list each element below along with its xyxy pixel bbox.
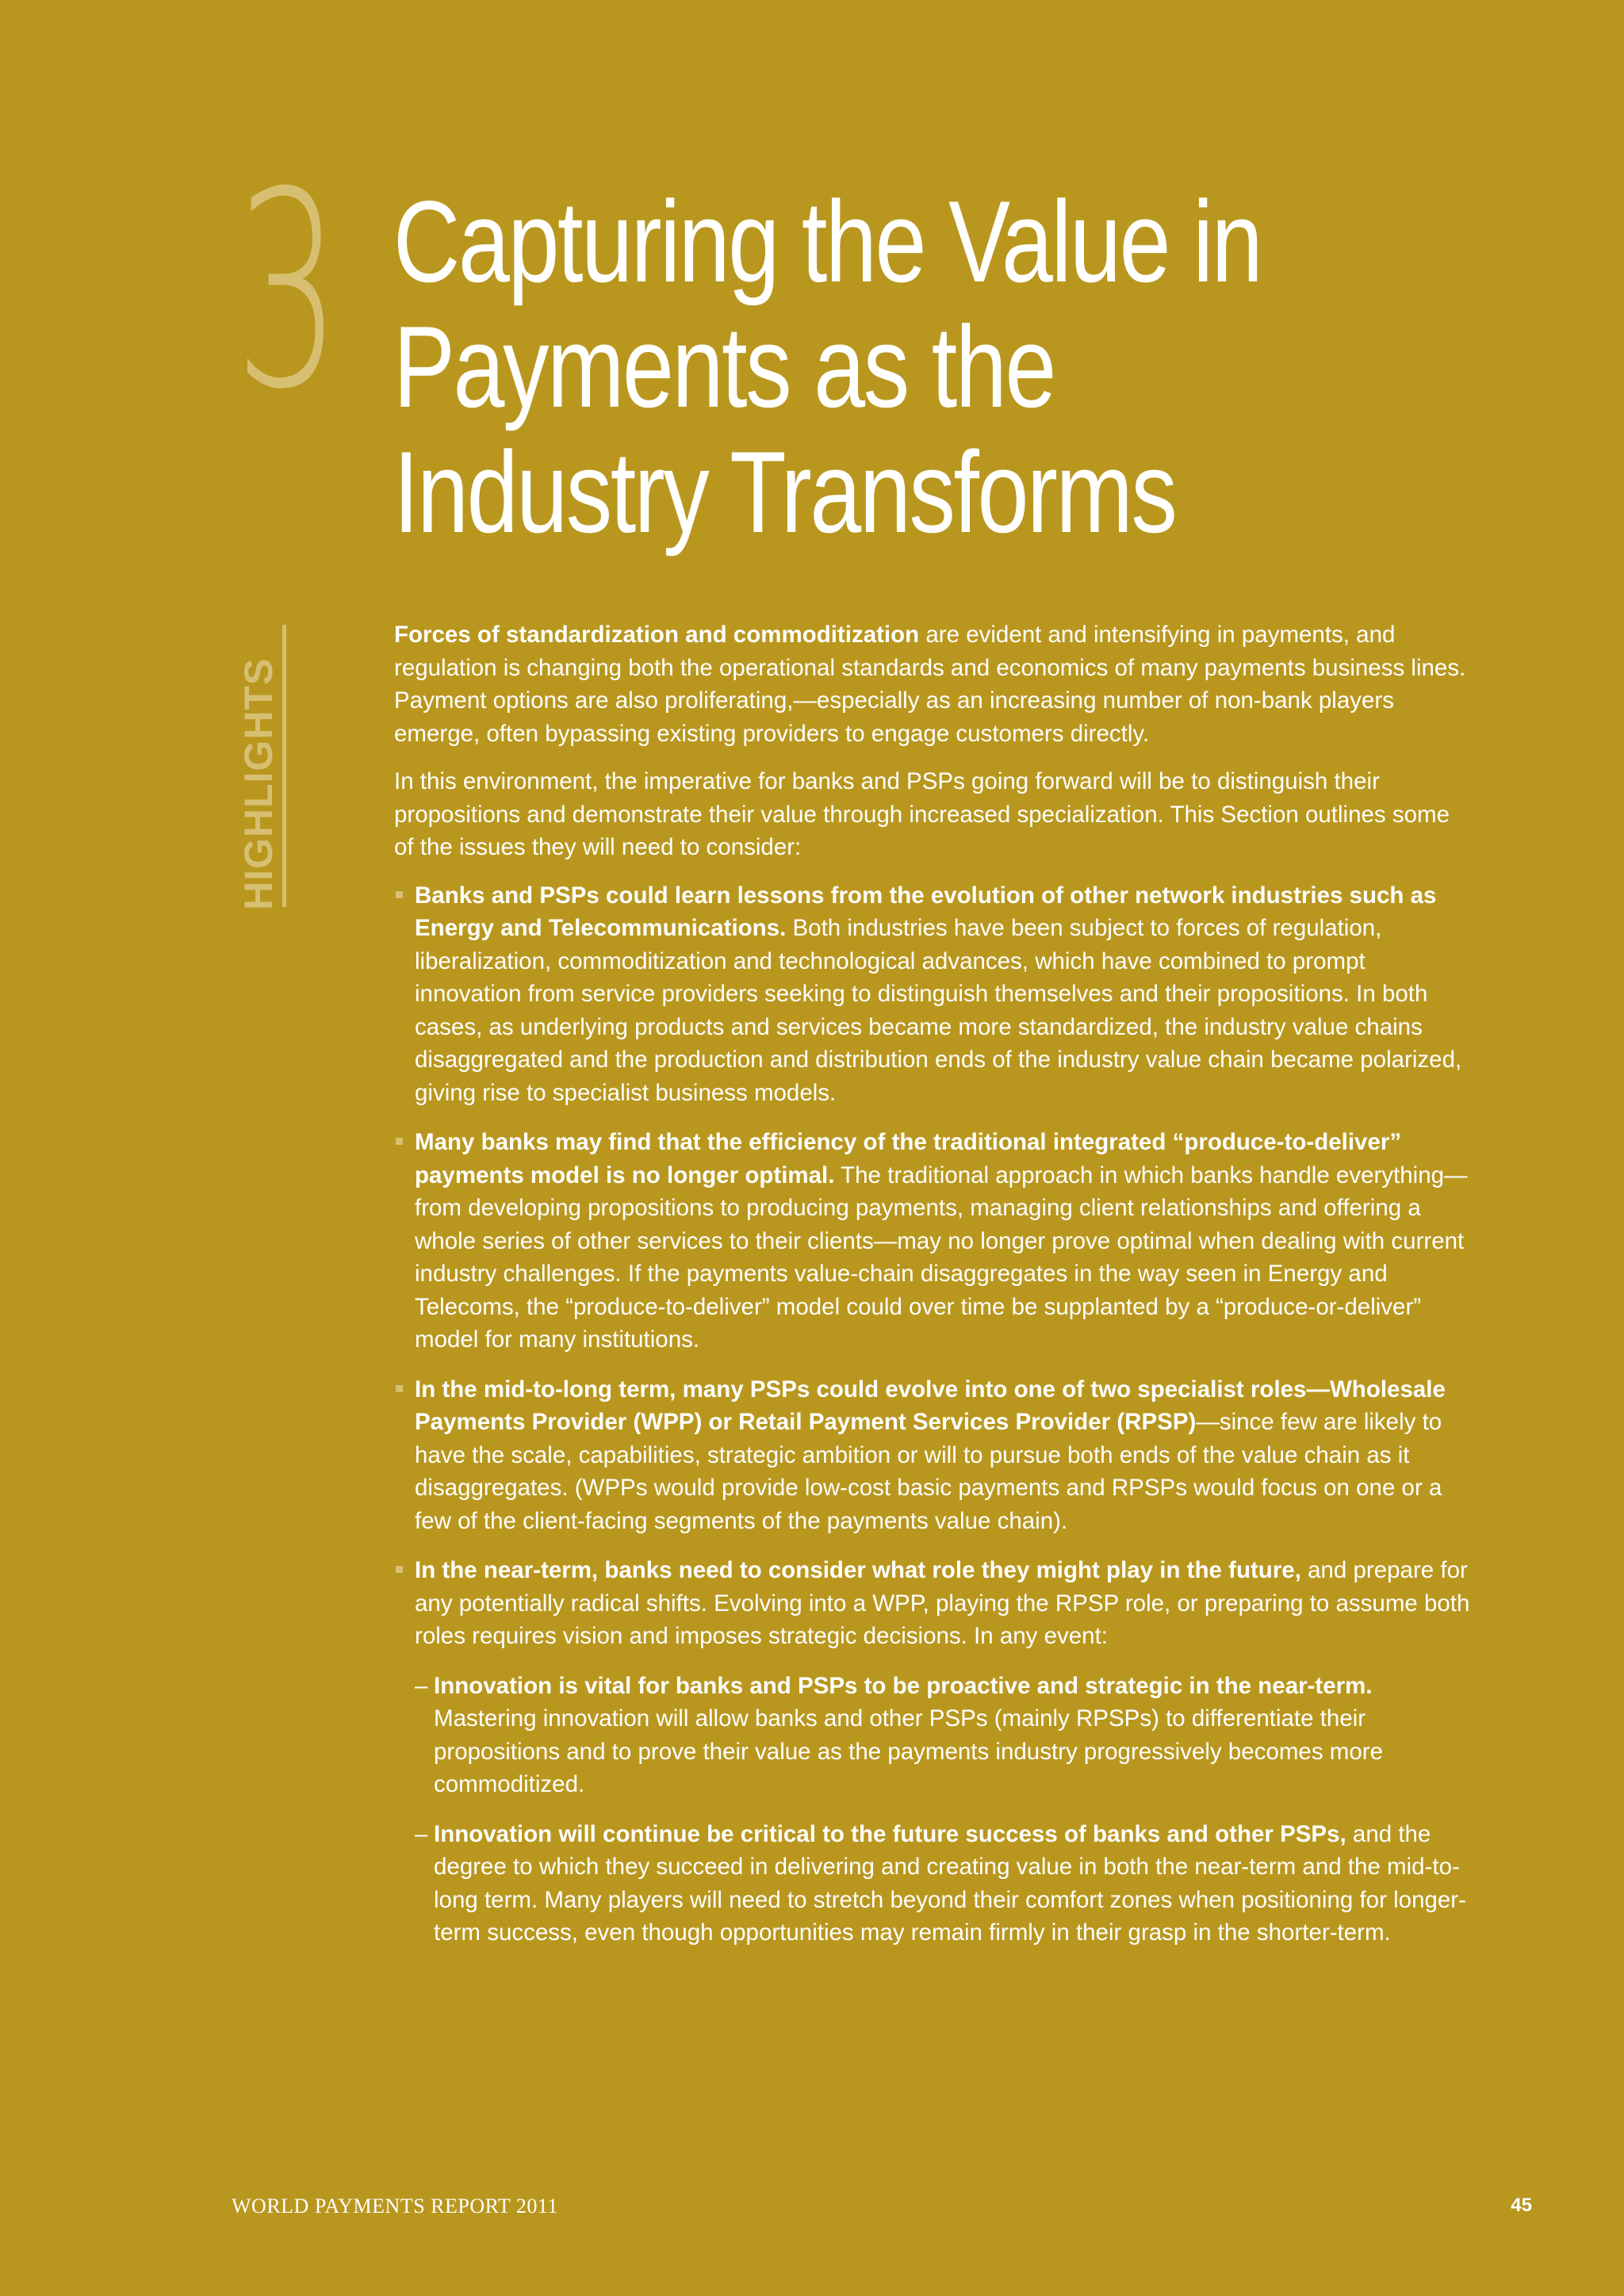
bullet-lead: In the near-term, banks need to consider what role they might play in the future, <box>415 1557 1301 1583</box>
bullet-lead: In the mid-to-long term, many PSPs could evolve into one of two specialist roles—Wholesale Payments Provider (WPP) or Retail Payment Services Provider (RPSP) <box>415 1376 1446 1435</box>
intro-paragraph-1-text: are evident and intensifying in payments, and regulation is changing both the operational standards and economics of many payments business lines. Payment options are also proliferating,—especially as an increasing number of non-bank players emerge, often bypassing existing providers to engage customers directly. <box>394 622 1466 747</box>
sub-list-item <box>415 1818 1473 1950</box>
list-item <box>394 1554 1473 1950</box>
highlights-list <box>394 879 1473 1950</box>
highlights-rule <box>282 625 286 907</box>
square-bullet-icon <box>396 1385 403 1392</box>
bullet-text: Both industries have been subject to forces of regulation, liberalization, commoditization and technological advances, which have combined to prompt innovation from service providers seeking to distinguish themselves and their propositions. In both cases, as underlying products and services became more standardized, the industry value chains disaggregated and the production and distribution ends of the industry value chain became polarized, giving rise to specialist business models. <box>415 915 1462 1106</box>
bullet-text: —since few are likely to have the scale, capabilities, strategic ambition or will to pursue both ends of the value chain as it disaggregates. (WPPs would provide low-cost basic payments and RPSPs would focus on one or a few of the client-facing segments of the payments value chain). <box>415 1409 1442 1534</box>
title-line-1: Capturing the Value in <box>393 177 1262 306</box>
square-bullet-icon <box>396 1138 403 1145</box>
dash-bullet: – <box>415 1820 428 1847</box>
sub-list-item <box>415 1670 1473 1801</box>
highlights-label: HIGHLIGHTS <box>236 657 281 910</box>
dash-bullet: – <box>415 1672 428 1699</box>
page-title <box>393 179 1424 555</box>
sub-bullet-text: and the degree to which they succeed in delivering and creating value in both the near-term and the mid-to-long term. Many players will need to stretch beyond their comfort zones when positioning for longer-term success, even though opportunities may remain firmly in their grasp in the shorter-term. <box>434 1820 1466 1946</box>
bullet-lead: Many banks may find that the efficiency of the traditional integrated “produce-to-deliver” payments model is no longer optimal. <box>415 1129 1402 1188</box>
square-bullet-icon <box>396 891 403 898</box>
sub-bullet-lead: Innovation will continue be critical to the future success of banks and other PSPs, <box>434 1820 1346 1847</box>
square-bullet-icon <box>396 1566 403 1573</box>
bullet-text: and prepare for any potentially radical shifts. Evolving into a WPP, playing the RPSP role, or preparing to assume both roles requires vision and imposes strategic decisions. In any event: <box>415 1557 1470 1649</box>
bullet-lead: Banks and PSPs could learn lessons from the evolution of other network industries such as Energy and Telecommunications. <box>415 882 1437 941</box>
highlights-content <box>394 618 1473 1966</box>
list-item <box>394 1126 1473 1357</box>
page-number: 45 <box>1511 2195 1532 2216</box>
bullet-text: The traditional approach in which banks handle everything—from developing propositions to producing payments, managing client relationships and offering a whole series of other services to their clients—may no longer prove optimal when dealing with current industry challenges. If the payments value-chain disaggregates in the way seen in Energy and Telecoms, the “produce-to-deliver” model could over time be supplanted by a “produce-or-deliver” model for many institutions. <box>415 1161 1468 1353</box>
intro-paragraph-2-text: In this environment, the imperative for banks and PSPs going forward will be to distinguish their propositions and demonstrate their value through increased specialization. This Section outlines some of the issues they will need to consider: <box>394 768 1450 860</box>
title-line-2: Payments as the <box>393 302 1055 431</box>
title-line-3: Industry Transforms <box>393 427 1176 557</box>
section-number: 3 <box>235 135 336 449</box>
list-item <box>394 879 1473 1110</box>
report-name: WORLD PAYMENTS REPORT 2011 <box>232 2195 558 2218</box>
intro-paragraph-1-lead: Forces of standardization and commoditization <box>394 622 920 648</box>
intro-paragraph-1 <box>394 618 1473 750</box>
sub-bullet-lead: Innovation is vital for banks and PSPs to be proactive and strategic in the near-term. <box>434 1672 1373 1699</box>
list-item <box>394 1373 1473 1538</box>
sub-bullet-text: Mastering innovation will allow banks and other PSPs (mainly RPSPs) to differentiate their propositions and to prove their value as the payments industry progressively becomes more commoditized. <box>434 1705 1383 1797</box>
sub-list <box>415 1670 1473 1950</box>
intro-paragraph-2 <box>394 765 1473 864</box>
